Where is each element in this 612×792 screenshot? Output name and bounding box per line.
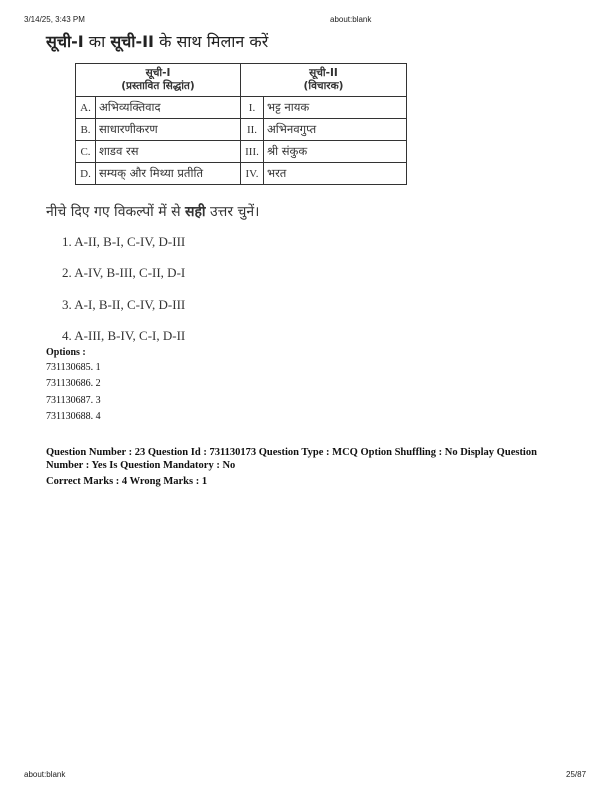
row-numeral: IV. bbox=[241, 163, 264, 185]
list1-item: साधारणीकरण bbox=[96, 119, 241, 141]
list1-item: सम्यक् और मिथ्या प्रतीति bbox=[96, 163, 241, 185]
title-text: के साथ मिलान करें bbox=[154, 32, 269, 51]
row-label: B. bbox=[76, 119, 96, 141]
title-list1: सूची-I bbox=[46, 32, 84, 51]
list2-item: श्री संकुक bbox=[264, 141, 407, 163]
question-info: Question Number : 23 Question Id : 731130173 Question Type : MCQ Option Shuffling : No Display Question Number : Yes Is Question Mandatory : No bbox=[46, 447, 537, 471]
option-id: 731130687. 3 bbox=[46, 395, 101, 406]
options-label: Options : bbox=[46, 347, 86, 358]
row-label: A. bbox=[76, 97, 96, 119]
question-title bbox=[46, 30, 268, 52]
instruction: नीचे दिए गए विकल्पों में से सही उत्तर चुनें। bbox=[46, 204, 260, 220]
list2-header: सूची-II (विचारक) bbox=[241, 64, 407, 97]
match-table bbox=[75, 63, 407, 185]
list2-item: अभिनवगुप्त bbox=[264, 119, 407, 141]
row-label: C. bbox=[76, 141, 96, 163]
question-meta bbox=[46, 446, 566, 488]
table-row bbox=[76, 141, 407, 163]
option-id: 731130685. 1 bbox=[46, 362, 101, 373]
option-id: 731130686. 2 bbox=[46, 378, 101, 389]
question-marks: Correct Marks : 4 Wrong Marks : 1 bbox=[46, 476, 208, 487]
list2-item: भरत bbox=[264, 163, 407, 185]
option-id: 731130688. 4 bbox=[46, 411, 101, 422]
table-row bbox=[76, 97, 407, 119]
table-row bbox=[76, 119, 407, 141]
table-row bbox=[76, 163, 407, 185]
list2-item: भट्ट नायक bbox=[264, 97, 407, 119]
title-list2: सूची-II bbox=[110, 32, 154, 51]
row-numeral: I. bbox=[241, 97, 264, 119]
row-numeral: II. bbox=[241, 119, 264, 141]
list1-header: सूची-I (प्रस्तावित सिद्धांत) bbox=[76, 64, 241, 97]
choice-2: 2. A-IV, B-III, C-II, D-I bbox=[62, 265, 186, 280]
row-label: D. bbox=[76, 163, 96, 185]
choice-4: 4. A-III, B-IV, C-I, D-II bbox=[62, 328, 186, 343]
choice-3: 3. A-I, B-II, C-IV, D-III bbox=[62, 297, 186, 312]
title-text: का bbox=[83, 32, 111, 51]
list1-item: शाडव रस bbox=[96, 141, 241, 163]
print-url: about:blank bbox=[330, 15, 372, 24]
footer-url: about:blank bbox=[24, 770, 66, 779]
print-datetime: 3/14/25, 3:43 PM bbox=[24, 15, 85, 24]
list1-item: अभिव्यक्तिवाद bbox=[96, 97, 241, 119]
row-numeral: III. bbox=[241, 141, 264, 163]
choice-1: 1. A-II, B-I, C-IV, D-III bbox=[62, 234, 186, 249]
page-number: 25/87 bbox=[566, 770, 587, 779]
